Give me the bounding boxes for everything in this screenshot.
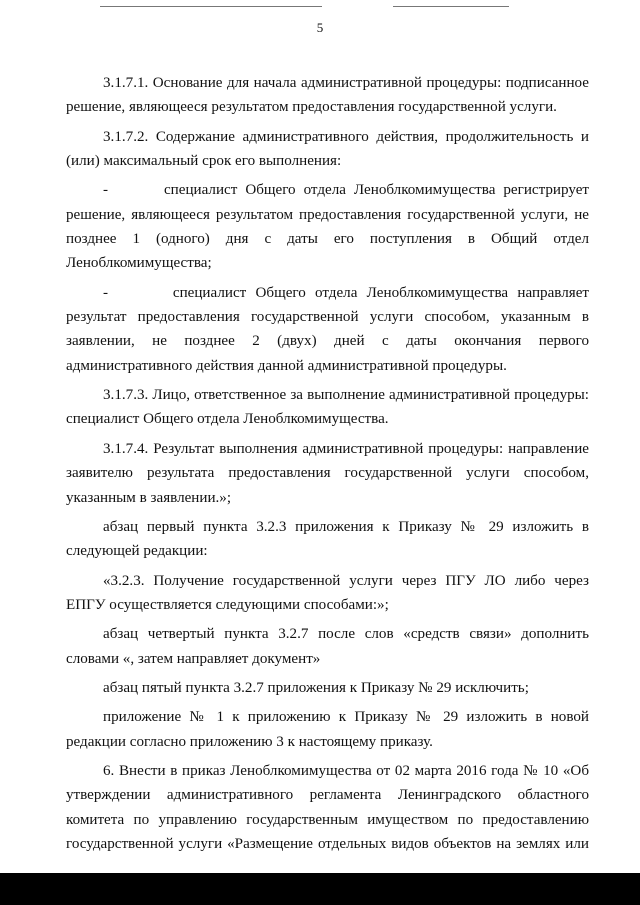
list-item-register-decision: - специалист Общего отдела Леноблкомимущества регистрирует решение, являющееся результатом предоставления государственной услуги, не позднее 1 (одного) дня с даты его поступления в Общий отдел Леноблкомимущества; bbox=[66, 182, 589, 272]
document-body bbox=[66, 71, 589, 856]
paragraph-amend-3-2-3: абзац первый пункта 3.2.3 приложения к Приказу № 29 изложить в следующей редакции: bbox=[66, 518, 589, 560]
paragraph-3-1-7-2: 3.1.7.2. Содержание административного действия, продолжительность и (или) максимальный срок его выполнения: bbox=[66, 128, 589, 170]
paragraph-3-1-7-3: 3.1.7.3. Лицо, ответственное за выполнение административной процедуры: специалист Общего отдела Леноблкомимущества. bbox=[66, 387, 589, 428]
paragraph-appendix-1: приложение № 1 к приложению к Приказу № 29 изложить в новой редакции согласно приложению 3 к настоящему приказу. bbox=[66, 709, 589, 750]
list-item-send-result: - специалист Общего отдела Леноблкомимущества направляет результат предоставления государственной услуги способом, указанным в заявлении, не позднее 2 (двух) дней с даты окончания первого административного действия данной административной процедуры. bbox=[66, 284, 589, 374]
paragraph-3-1-7-1: 3.1.7.1. Основание для начала административной процедуры: подписанное решение, являющееся результатом предоставления государственной услуги. bbox=[66, 75, 589, 116]
scan-bottom-edge bbox=[0, 873, 640, 905]
top-rule-right bbox=[393, 6, 509, 7]
top-rule-left bbox=[100, 6, 322, 7]
paragraph-3-1-7-4: 3.1.7.4. Результат выполнения административной процедуры: направление заявителю результата предоставления государственной услуги способом, указанным в заявлении.»; bbox=[66, 440, 589, 506]
paragraph-amend-3-2-7-fifth: абзац пятый пункта 3.2.7 приложения к Приказу № 29 исключить; bbox=[103, 679, 529, 696]
paragraph-amend-3-2-7-fourth: абзац четвертый пункта 3.2.7 после слов «средств связи» дополнить словами «, затем направляет документ» bbox=[66, 626, 589, 667]
paragraph-item-6: 6. Внести в приказ Леноблкомимущества от 02 марта 2016 года № 10 «Об утверждении административного регламента Ленинградского областного комитета по управлению государственным имуществом по предоставлению государственной услуги «Размещение отдельных видов объектов на землях или bbox=[66, 762, 589, 852]
page-number: 5 bbox=[316, 20, 324, 35]
paragraph-3-2-3-text: «3.2.3. Получение государственной услуги через ПГУ ЛО либо через ЕПГУ осуществляется следующими способами:»; bbox=[66, 572, 589, 613]
